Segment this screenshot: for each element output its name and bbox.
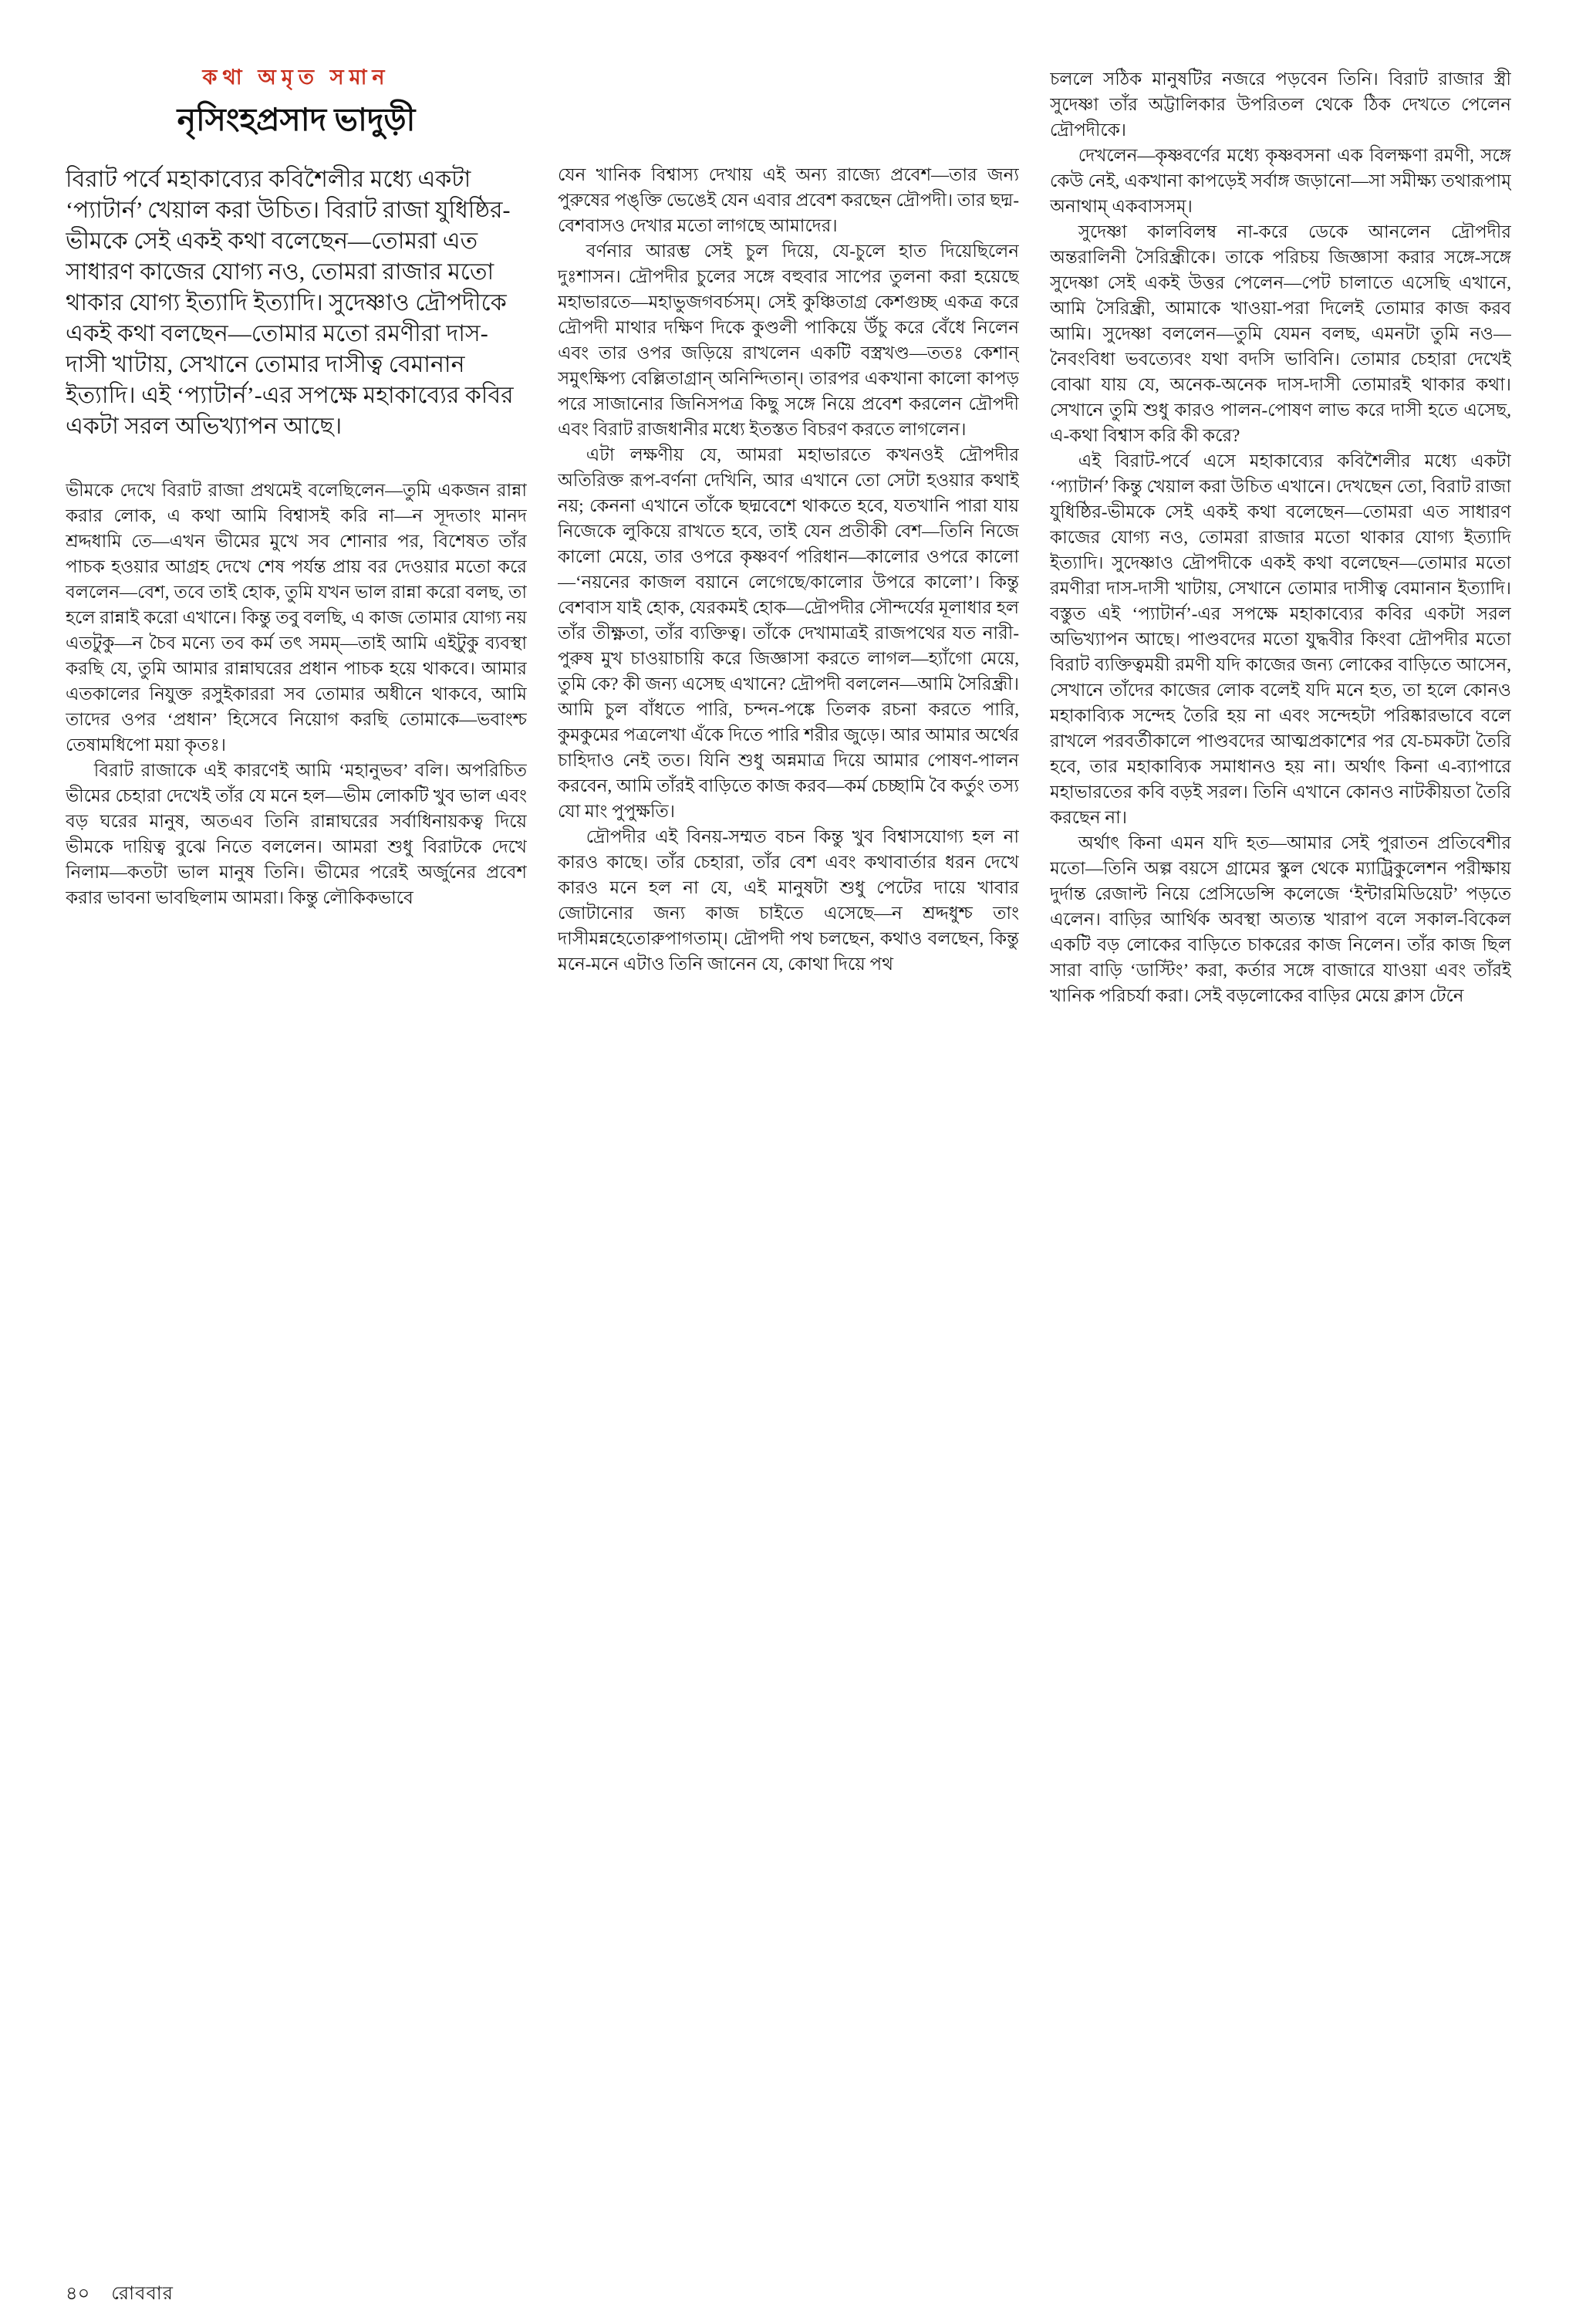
body-paragraph: চললে সঠিক মানুষটির নজরে পড়বেন তিনি। বিরাট রাজার স্ত্রী সুদেষ্ণা তাঁর অট্টালিকার উপরিতল থেকে ঠিক দেখতে পেলেন দ্রৌপদীকে। [1050,69,1511,140]
page-footer [66,2282,174,2305]
lead-paragraph: বিরাট পর্বে মহাকাব্যের কবিশৈলীর মধ্যে একটা ‘প্যাটার্ন’ খেয়াল করা উচিত। বিরাট রাজা যুধিষ্ঠির-ভীমকে সেই একই কথা বলেছেন—তোমরা এত সাধারণ কাজের যোগ্য নও, তোমরা রাজার মতো থাকার যোগ্য ইত্যাদি ইত্যাদি। সুদেষ্ণাও দ্রৌপদীকে একই কথা বলছেন—তোমার মতো রমণীরা দাস-দাসী খাটায়, সেখানে তোমার দাসীত্ব বেমানান ইত্যাদি। এই ‘প্যাটার্ন’-এর সপক্ষে মহাকাব্যের কবির একটা সরল অভিখ্যাপন আছে। [66,167,514,439]
body-paragraph: দ্রৌপদীর এই বিনয়-সম্মত বচন কিন্তু খুব বিশ্বাসযোগ্য হল না কারও কাছে। তাঁর চেহারা, তাঁর বেশ এবং কথাবার্তার ধরন দেখে কারও মনে হল না যে, এই মানুষটা শুধু পেটের দায়ে খাবার জোটানোর জন্য কাজ চাইতে এসেছে—ন শ্রদ্দধুশ্চ তাং দাসীমন্নহেতোরুপাগতাম্‌। দ্রৌপদী পথ চলছেন, কথাও বলছেন, কিন্তু মনে-মনে এটাও তিনি জানেন যে, কোথা দিয়ে পথ [558,827,1019,974]
body-paragraph: এই বিরাট-পর্বে এসে মহাকাব্যের কবিশৈলীর মধ্যে একটা ‘প্যাটার্ন’ কিন্তু খেয়াল করা উচিত এখানে। দেখছেন তো, বিরাট রাজা যুধিষ্ঠির-ভীমকে সেই একই কথা বলেছেন—তোমরা এত সাধারণ কাজের যোগ্য নও, তোমরা রাজার মতো থাকার যোগ্য ইত্যাদি ইত্যাদি। সুদেষ্ণাও দ্রৌপদীকে একই কথা বলেছেন—তোমার মতো রমণীরা দাস-দাসী খাটায়, সেখানে তোমার দাসীত্ব বেমানান ইত্যাদি। বস্তুত এই ‘প্যাটার্ন’-এর সপক্ষে মহাকাব্যের কবির একটা সরল অভিখ্যাপন আছে। পাণ্ডবদের মতো যুদ্ধবীর কিংবা দ্রৌপদীর মতো বিরাট ব্যক্তিত্বময়ী রমণী যদি কাজের জন্য লোকের বাড়িতে আসেন, সেখানে তাঁদের কাজের লোক বলেই যদি মনে হত, তা হলে কোনও মহাকাব্যিক সন্দেহ তৈরি হয় না এবং সন্দেহটা পরিষ্কারভাবে বলে রাখলে পরবর্তীকালে পাণ্ডবদের আত্মপ্রকাশের পর যে-চমকটা তৈরি হবে, তার মহাকাব্যিক সমাধানও হয় না। অর্থাৎ কিনা এ-ব্যাপারে মহাভারতের কবি বড়ই সরল। তিনি এখানে কোনও নাটকীয়তা তৈরি করছেন না। [1050,451,1511,827]
column-left [66,66,527,2280]
column-middle [558,162,1019,2282]
column-right [1050,66,1511,2282]
magazine-name: রোববার [111,2284,174,2304]
body-paragraph: বিরাট রাজাকে এই কারণেই আমি ‘মহানুভব’ বলি। অপরিচিত ভীমের চেহারা দেখেই তাঁর যে মনে হল—ভীম লোকটি খুব ভাল এবং বড় ঘরের মানুষ, অতএব তিনি রান্নাঘরের সর্বাধিনায়কত্ব দিয়ে ভীমকে দায়িত্ব বুঝে নিতে বললেন। আমরা শুধু বিরাটকে দেখে নিলাম—কতটা ভাল মানুষ তিনি। ভীমের পরেই অর্জুনের প্রবেশ করার ভাবনা ভাবছিলাম আমরা। কিন্তু লৌকিকভাবে [66,761,527,907]
body-paragraph: এটা লক্ষণীয় যে, আমরা মহাভারতে কখনওই দ্রৌপদীর অতিরিক্ত রূপ-বর্ণনা দেখিনি, আর এখানে তো সেটা হওয়ার কথাই নয়; কেননা এখানে তাঁকে ছদ্মবেশে থাকতে হবে, যতখানি পারা যায় নিজেকে লুকিয়ে রাখতে হবে, তাই যেন প্রতীকী বেশ—তিনি নিজে কালো মেয়ে, তার ওপরে কৃষ্ণবর্ণ পরিধান—কালোর ওপরে কালো—‘নয়নের কাজল বয়ানে লেগেছে/কালোর উপরে কালো’। কিন্তু বেশবাস যাই হোক, যেরকমই হোক—দ্রৌপদীর সৌন্দর্যের মূলাধার হল তাঁর তীক্ষ্ণতা, তাঁর ব্যক্তিত্ব। তাঁকে দেখামাত্রই রাজপথের যত নারী-পুরুষ মুখ চাওয়াচায়ি করে জিজ্ঞাসা করতে লাগল—হ্যাঁগো মেয়ে, তুমি কে? কী জন্য এসেছ এখানে? দ্রৌপদী বললেন—আমি সৈরিন্ধ্রী। আমি চুল বাঁধতে পারি, চন্দন-পঙ্কে তিলক রচনা করতে পারি, কুমকুমের পত্রলেখা এঁকে দিতে পারি শরীর জুড়ে। আর আমার অর্থের চাহিদাও নেই তত। যিনি শুধু অন্নমাত্র দিয়ে আমার পোষণ-পালন করবেন, আমি তাঁরই বাড়িতে কাজ করব—কর্ম চেচ্ছামি বৈ কর্তুং তস্য যো মাং পুপুক্ষতি। [558,445,1019,821]
body-paragraph: যেন খানিক বিশ্বাস্য দেখায় এই অন্য রাজ্যে প্রবেশ—তার জন্য পুরুষের পঙ্‌ক্তি ভেঙেই যেন এবার প্রবেশ করছেন দ্রৌপদী। তার ছদ্ম-বেশবাসও দেখার মতো লাগছে আমাদের। [558,165,1019,235]
body-paragraph: অর্থাৎ কিনা এমন যদি হত—আমার সেই পুরাতন প্রতিবেশীর মতো—তিনি অল্প বয়সে গ্রামের স্কুল থেকে ম্যাট্রিকুলেশন পরীক্ষায় দুর্দান্ত রেজাল্ট নিয়ে প্রেসিডেন্সি কলেজে ‘ইন্টারমিডিয়েট’ পড়তে এলেন। বাড়ির আর্থিক অবস্থা অত্যন্ত খারাপ বলে সকাল-বিকেল একটি বড় লোকের বাড়িতে চাকরের কাজ নিলেন। তাঁর কাজ ছিল সারা বাড়ি ‘ডাস্টিং’ করা, কর্তার সঙ্গে বাজারে যাওয়া এবং তাঁরই খানিক পরিচর্যা করা। সেই বড়লোকের বাড়ির মেয়ে ক্লাস টেনে [1050,833,1511,1005]
page-number: ৪০ [66,2284,90,2304]
body-paragraph: ভীমকে দেখে বিরাট রাজা প্রথমেই বলেছিলেন—তুমি একজন রান্না করার লোক, এ কথা আমি বিশ্বাসই করি না—ন সূদতাং মানদ শ্রদ্দধামি তে—এখন ভীমের মুখে সব শোনার পর, বিশেষত তাঁর পাচক হওয়ার আগ্রহ দেখে শেষ পর্যন্ত প্রায় বর দেওয়ার মতো করে বললেন—বেশ, তবে তাই হোক, তুমি যখন ভাল রান্না করো বলছ, তা হলে রান্নাই করো এখানে। কিন্তু তবু বলছি, এ কাজ তোমার যোগ্য নয় এতটুকু—ন চৈব মন্যে তব কর্ম তৎ সমম্‌—তাই আমি এইটুকু ব্যবস্থা করছি যে, তুমি আমার রান্নাঘরের প্রধান পাচক হয়ে থাকবে। আমার এতকালের নিযুক্ত রসুইকাররা সব তোমার অধীনে থাকবে, আমি তাদের ওপর ‘প্রধান’ হিসেবে নিয়োগ করছি তোমাকে—ভবাংশ্চ তেষামধিপো ময়া কৃতঃ। [66,481,527,755]
author-byline: নৃসিংহপ্রসাদ ভাদুড়ী [177,102,416,137]
body-paragraph: সুদেষ্ণা কালবিলম্ব না-করে ডেকে আনলেন দ্রৌপদীর অন্তরালিনী সৈরিন্ধ্রীকে। তাকে পরিচয় জিজ্ঞাসা করার সঙ্গে-সঙ্গে সুদেষ্ণা সেই একই উত্তর পেলেন—পেট চালাতে এসেছি এখানে, আমি সৈরিন্ধ্রী, আমাকে খাওয়া-পরা দিলেই তোমার কাজ করব আমি। সুদেষ্ণা বললেন—তুমি যেমন বলছ, এমনটা তুমি নও—নৈবংবিধা ভবত্যেবং যথা বদসি ভাবিনি। তোমার চেহারা দেখেই বোঝা যায় যে, অনেক-অনেক দাস-দাসী তোমারই থাকার কথা। সেখানে তুমি শুধু কারও পালন-পোষণ লাভ করে দাসী হতে এসেছ, এ-কথা বিশ্বাস করি কী করে? [1050,222,1511,445]
body-paragraph: বর্ণনার আরম্ভ সেই চুল দিয়ে, যে-চুলে হাত দিয়েছিলেন দুঃশাসন। দ্রৌপদীর চুলের সঙ্গে বহুবার সাপের তুলনা করা হয়েছে মহাভারতে—মহাভুজগবর্চসম্‌। সেই কুঞ্চিতাগ্র কেশগুচ্ছ একত্র করে দ্রৌপদী মাথার দক্ষিণ দিকে কুণ্ডলী পাকিয়ে উঁচু করে বেঁধে নিলেন এবং তার ওপর জড়িয়ে রাখলেন একটি বস্ত্রখণ্ড—ততঃ কেশান্‌ সমুৎক্ষিপ্য বেল্লিতাগ্রান্‌ অনিন্দিতান্‌। তারপর একখানা কালো কাপড় পরে সাজানোর জিনিসপত্র কিছু সঙ্গে নিয়ে প্রবেশ করলেন দ্রৌপদী এবং বিরাট রাজধানীর মধ্যে ইতস্তত বিচরণ করতে লাগলেন। [558,242,1019,439]
section-kicker: কথা অমৃত সমান [202,66,390,89]
body-paragraph: দেখলেন—কৃষ্ণবর্ণের মধ্যে কৃষ্ণবসনা এক বিলক্ষণা রমণী, সঙ্গে কেউ নেই, একখানা কাপড়েই সর্বাঙ্গ জড়ানো—সা সমীক্ষ্য তথারূপাম্‌ অনাথাম্‌ একবাসসম্‌। [1050,146,1511,216]
